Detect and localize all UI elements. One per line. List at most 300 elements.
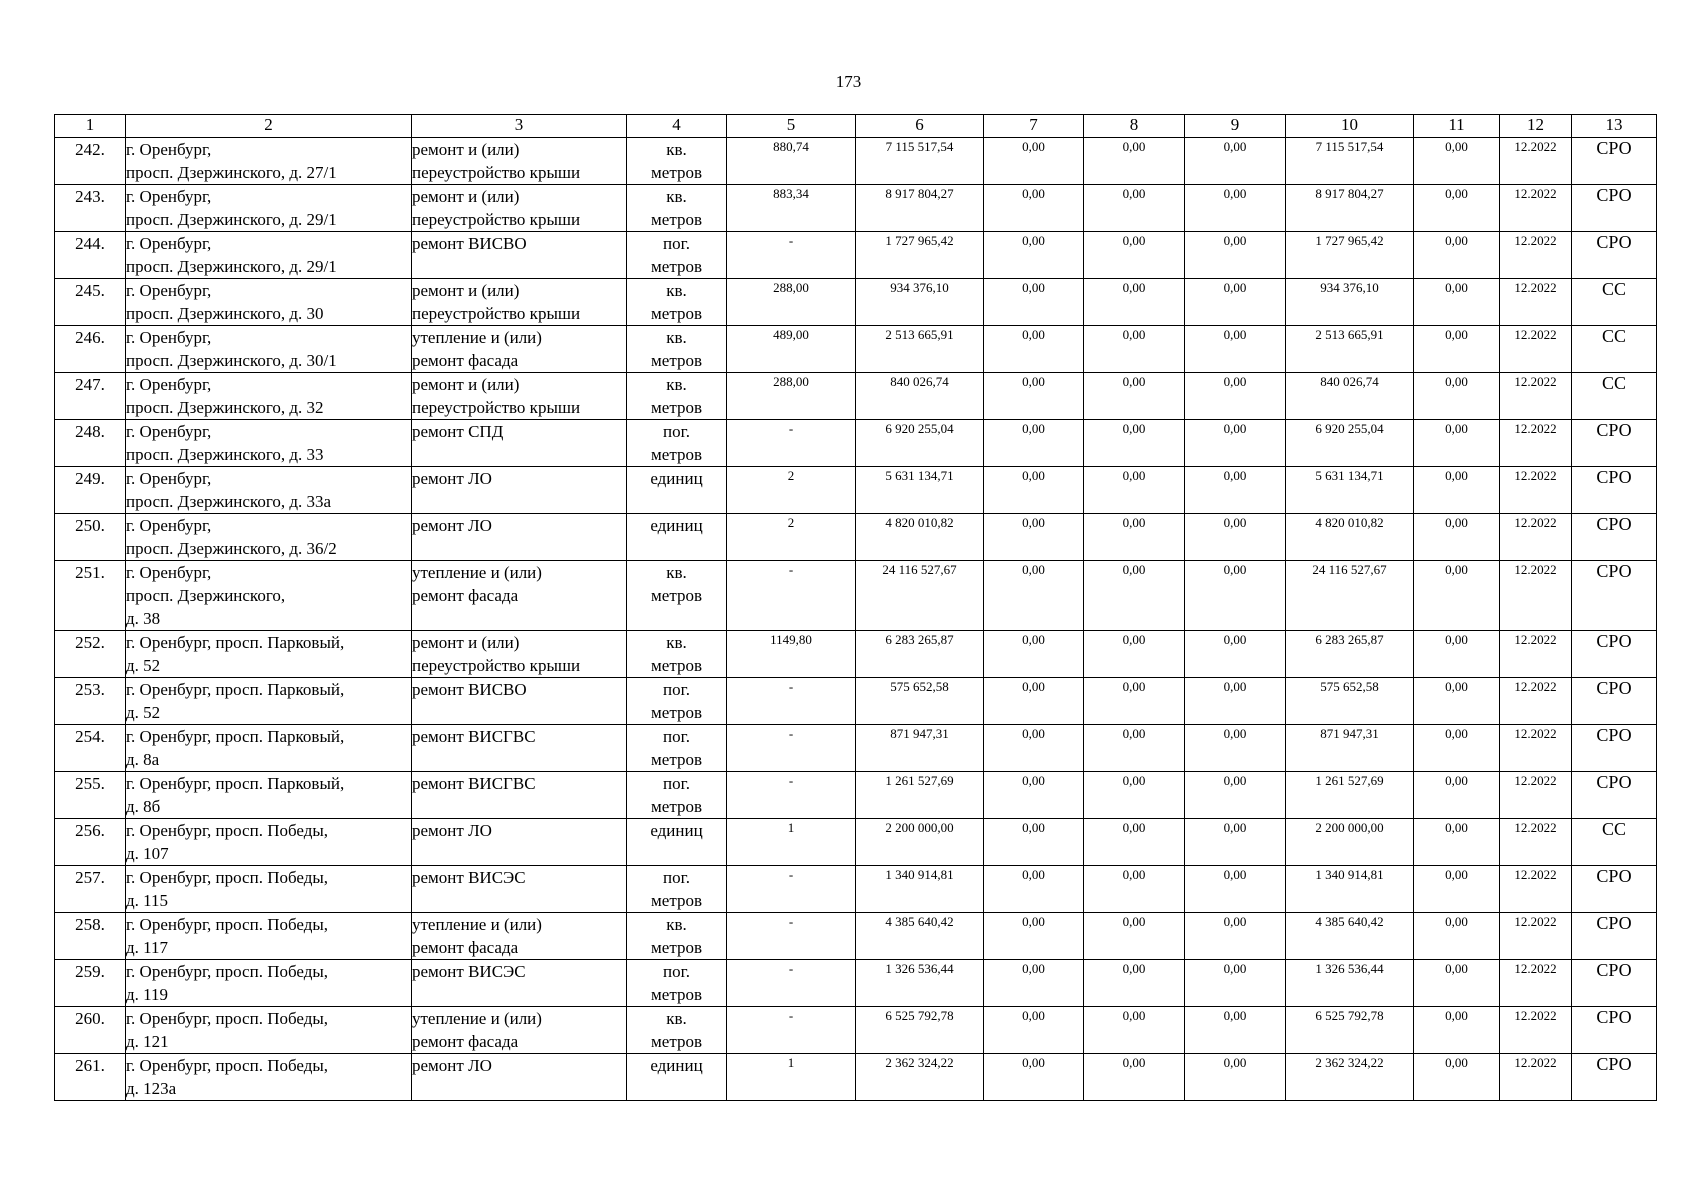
work-type-cell-line: ремонт ВИСЭС xyxy=(412,962,526,981)
value-cell-11: 0,00 xyxy=(1414,866,1500,913)
value-cell-7: 0,00 xyxy=(984,420,1084,467)
value-cell-5: - xyxy=(727,232,856,279)
value-cell-6: 4 820 010,82 xyxy=(856,514,984,561)
value-cell-6: 24 116 527,67 xyxy=(856,561,984,631)
value-cell-7: 0,00 xyxy=(984,279,1084,326)
value-cell-10: 7 115 517,54 xyxy=(1286,138,1414,185)
unit-cell-line: единиц xyxy=(650,516,703,535)
address-cell xyxy=(126,138,412,185)
unit-cell xyxy=(627,819,727,866)
work-type-cell xyxy=(412,866,627,913)
work-type-cell xyxy=(412,420,627,467)
value-cell-11: 0,00 xyxy=(1414,725,1500,772)
unit-cell-line: метров xyxy=(651,797,702,816)
address-cell-line: просп. Дзержинского, д. 30 xyxy=(126,304,324,323)
value-cell-6: 1 261 527,69 xyxy=(856,772,984,819)
value-cell-7: 0,00 xyxy=(984,561,1084,631)
value-cell-7: 0,00 xyxy=(984,913,1084,960)
work-type-cell xyxy=(412,819,627,866)
row-number: 246. xyxy=(55,326,126,373)
column-header-2: 2 xyxy=(126,115,412,138)
value-cell-5: - xyxy=(727,678,856,725)
unit-cell-line: метров xyxy=(651,163,702,182)
address-cell-line: д. 117 xyxy=(126,938,169,957)
value-cell-10: 840 026,74 xyxy=(1286,373,1414,420)
header-row xyxy=(55,115,1657,138)
table-row xyxy=(55,185,1657,232)
value-cell-7: 0,00 xyxy=(984,373,1084,420)
row-number: 249. xyxy=(55,467,126,514)
value-cell-10: 2 513 665,91 xyxy=(1286,326,1414,373)
unit-cell xyxy=(627,960,727,1007)
row-number: 245. xyxy=(55,279,126,326)
value-cell-11: 0,00 xyxy=(1414,185,1500,232)
work-type-cell-line: ремонт ЛО xyxy=(412,1056,492,1075)
value-cell-10: 4 385 640,42 xyxy=(1286,913,1414,960)
unit-cell-line: кв. xyxy=(666,1009,687,1028)
value-cell-12: 12.2022 xyxy=(1500,138,1572,185)
column-header-1: 1 xyxy=(55,115,126,138)
value-cell-5: - xyxy=(727,561,856,631)
table-row xyxy=(55,678,1657,725)
value-cell-8: 0,00 xyxy=(1084,514,1185,561)
table-row xyxy=(55,631,1657,678)
unit-cell-line: метров xyxy=(651,656,702,675)
value-cell-7: 0,00 xyxy=(984,514,1084,561)
work-type-cell-line: ремонт и (или) xyxy=(412,633,520,652)
unit-cell-line: кв. xyxy=(666,915,687,934)
value-cell-8: 0,00 xyxy=(1084,631,1185,678)
work-type-cell xyxy=(412,185,627,232)
address-cell-line: просп. Дзержинского, д. 33 xyxy=(126,445,324,464)
value-cell-9: 0,00 xyxy=(1185,138,1286,185)
value-cell-9: 0,00 xyxy=(1185,725,1286,772)
value-cell-10: 6 920 255,04 xyxy=(1286,420,1414,467)
value-cell-9: 0,00 xyxy=(1185,420,1286,467)
value-cell-8: 0,00 xyxy=(1084,960,1185,1007)
address-cell-line: г. Оренбург, просп. Победы, xyxy=(126,915,329,934)
value-cell-12: 12.2022 xyxy=(1500,185,1572,232)
method-code-cell: СРО xyxy=(1572,138,1657,185)
value-cell-11: 0,00 xyxy=(1414,232,1500,279)
unit-cell-line: метров xyxy=(651,351,702,370)
method-code-cell: СС xyxy=(1572,819,1657,866)
value-cell-7: 0,00 xyxy=(984,138,1084,185)
work-type-cell xyxy=(412,1054,627,1101)
value-cell-11: 0,00 xyxy=(1414,514,1500,561)
method-code-cell: СРО xyxy=(1572,772,1657,819)
work-type-cell-line: переустройство крыши xyxy=(412,398,581,417)
unit-cell-line: кв. xyxy=(666,140,687,159)
column-header-8: 8 xyxy=(1084,115,1185,138)
value-cell-10: 1 326 536,44 xyxy=(1286,960,1414,1007)
value-cell-5: - xyxy=(727,772,856,819)
address-cell-line: просп. Дзержинского, д. 32 xyxy=(126,398,324,417)
value-cell-12: 12.2022 xyxy=(1500,819,1572,866)
value-cell-10: 4 820 010,82 xyxy=(1286,514,1414,561)
page-number: 173 xyxy=(835,72,862,91)
method-code-cell: СС xyxy=(1572,326,1657,373)
work-type-cell-line: утепление и (или) xyxy=(412,563,542,582)
unit-cell-line: метров xyxy=(651,1032,702,1051)
column-header-10: 10 xyxy=(1286,115,1414,138)
unit-cell-line: метров xyxy=(651,445,702,464)
value-cell-11: 0,00 xyxy=(1414,913,1500,960)
unit-cell-line: единиц xyxy=(650,1056,703,1075)
row-number: 261. xyxy=(55,1054,126,1101)
value-cell-9: 0,00 xyxy=(1185,631,1286,678)
address-cell-line: г. Оренбург, xyxy=(126,469,212,488)
value-cell-9: 0,00 xyxy=(1185,467,1286,514)
address-cell xyxy=(126,1007,412,1054)
work-type-cell xyxy=(412,138,627,185)
value-cell-5: 883,34 xyxy=(727,185,856,232)
value-cell-7: 0,00 xyxy=(984,819,1084,866)
address-cell xyxy=(126,960,412,1007)
value-cell-5: - xyxy=(727,960,856,1007)
work-type-cell xyxy=(412,232,627,279)
column-header-3: 3 xyxy=(412,115,627,138)
address-cell-line: г. Оренбург, просп. Парковый, xyxy=(126,727,345,746)
method-code-cell: СРО xyxy=(1572,561,1657,631)
address-cell-line: д. 107 xyxy=(126,844,169,863)
address-cell-line: д. 52 xyxy=(126,703,161,722)
value-cell-8: 0,00 xyxy=(1084,913,1185,960)
work-type-cell-line: ремонт ЛО xyxy=(412,469,492,488)
row-number: 258. xyxy=(55,913,126,960)
value-cell-11: 0,00 xyxy=(1414,373,1500,420)
method-code-cell: СРО xyxy=(1572,866,1657,913)
address-cell xyxy=(126,631,412,678)
address-cell xyxy=(126,725,412,772)
unit-cell-line: пог. xyxy=(663,234,690,253)
value-cell-6: 2 200 000,00 xyxy=(856,819,984,866)
value-cell-9: 0,00 xyxy=(1185,514,1286,561)
value-cell-7: 0,00 xyxy=(984,1054,1084,1101)
value-cell-11: 0,00 xyxy=(1414,960,1500,1007)
value-cell-9: 0,00 xyxy=(1185,960,1286,1007)
unit-cell xyxy=(627,678,727,725)
value-cell-5: 288,00 xyxy=(727,373,856,420)
value-cell-7: 0,00 xyxy=(984,960,1084,1007)
address-cell-line: просп. Дзержинского, д. 29/1 xyxy=(126,210,337,229)
column-header-6: 6 xyxy=(856,115,984,138)
work-type-cell xyxy=(412,913,627,960)
value-cell-8: 0,00 xyxy=(1084,138,1185,185)
value-cell-5: 1 xyxy=(727,1054,856,1101)
value-cell-12: 12.2022 xyxy=(1500,1007,1572,1054)
row-number: 250. xyxy=(55,514,126,561)
value-cell-11: 0,00 xyxy=(1414,467,1500,514)
unit-cell xyxy=(627,420,727,467)
row-number: 254. xyxy=(55,725,126,772)
value-cell-6: 1 326 536,44 xyxy=(856,960,984,1007)
unit-cell-line: пог. xyxy=(663,868,690,887)
row-number: 255. xyxy=(55,772,126,819)
work-type-cell-line: ремонт фасада xyxy=(412,351,519,370)
address-cell-line: г. Оренбург, xyxy=(126,516,212,535)
unit-cell-line: пог. xyxy=(663,422,690,441)
column-header-12: 12 xyxy=(1500,115,1572,138)
unit-cell xyxy=(627,326,727,373)
work-type-cell-line: ремонт и (или) xyxy=(412,187,520,206)
value-cell-11: 0,00 xyxy=(1414,1007,1500,1054)
unit-cell xyxy=(627,232,727,279)
address-cell-line: г. Оренбург, просп. Победы, xyxy=(126,1009,329,1028)
value-cell-12: 12.2022 xyxy=(1500,725,1572,772)
method-code-cell: СРО xyxy=(1572,185,1657,232)
value-cell-8: 0,00 xyxy=(1084,373,1185,420)
value-cell-12: 12.2022 xyxy=(1500,420,1572,467)
value-cell-8: 0,00 xyxy=(1084,1007,1185,1054)
value-cell-8: 0,00 xyxy=(1084,866,1185,913)
unit-cell-line: метров xyxy=(651,938,702,957)
row-number: 260. xyxy=(55,1007,126,1054)
address-cell xyxy=(126,467,412,514)
value-cell-7: 0,00 xyxy=(984,725,1084,772)
value-cell-9: 0,00 xyxy=(1185,772,1286,819)
value-cell-6: 575 652,58 xyxy=(856,678,984,725)
address-cell-line: д. 115 xyxy=(126,891,169,910)
work-type-cell-line: переустройство крыши xyxy=(412,210,581,229)
value-cell-11: 0,00 xyxy=(1414,420,1500,467)
value-cell-6: 8 917 804,27 xyxy=(856,185,984,232)
address-cell-line: г. Оренбург, просп. Парковый, xyxy=(126,633,345,652)
unit-cell-line: кв. xyxy=(666,633,687,652)
method-code-cell: СС xyxy=(1572,373,1657,420)
work-type-cell xyxy=(412,326,627,373)
work-type-cell xyxy=(412,279,627,326)
value-cell-5: 489,00 xyxy=(727,326,856,373)
value-cell-6: 1 727 965,42 xyxy=(856,232,984,279)
method-code-cell: СРО xyxy=(1572,467,1657,514)
value-cell-8: 0,00 xyxy=(1084,819,1185,866)
address-cell-line: г. Оренбург, xyxy=(126,234,212,253)
unit-cell xyxy=(627,185,727,232)
column-header-9: 9 xyxy=(1185,115,1286,138)
value-cell-7: 0,00 xyxy=(984,772,1084,819)
unit-cell xyxy=(627,1054,727,1101)
value-cell-12: 12.2022 xyxy=(1500,279,1572,326)
value-cell-6: 2 362 324,22 xyxy=(856,1054,984,1101)
value-cell-10: 1 340 914,81 xyxy=(1286,866,1414,913)
value-cell-11: 0,00 xyxy=(1414,279,1500,326)
unit-cell xyxy=(627,631,727,678)
work-type-cell xyxy=(412,772,627,819)
table-row xyxy=(55,420,1657,467)
work-type-cell xyxy=(412,514,627,561)
row-number: 248. xyxy=(55,420,126,467)
value-cell-6: 934 376,10 xyxy=(856,279,984,326)
table-header xyxy=(55,115,1657,138)
value-cell-10: 575 652,58 xyxy=(1286,678,1414,725)
address-cell-line: просп. Дзержинского, д. 29/1 xyxy=(126,257,337,276)
value-cell-5: 880,74 xyxy=(727,138,856,185)
value-cell-8: 0,00 xyxy=(1084,1054,1185,1101)
unit-cell-line: кв. xyxy=(666,375,687,394)
address-cell-line: просп. Дзержинского, д. 30/1 xyxy=(126,351,337,370)
value-cell-12: 12.2022 xyxy=(1500,232,1572,279)
work-type-cell xyxy=(412,678,627,725)
value-cell-8: 0,00 xyxy=(1084,185,1185,232)
work-type-cell xyxy=(412,561,627,631)
unit-cell-line: метров xyxy=(651,586,702,605)
address-cell-line: г. Оренбург, xyxy=(126,140,212,159)
table-row xyxy=(55,326,1657,373)
address-cell-line: г. Оренбург, xyxy=(126,328,212,347)
table-body xyxy=(55,138,1657,1101)
unit-cell xyxy=(627,913,727,960)
address-cell-line: просп. Дзержинского, д. 33а xyxy=(126,492,332,511)
row-number: 256. xyxy=(55,819,126,866)
table-row xyxy=(55,514,1657,561)
value-cell-9: 0,00 xyxy=(1185,232,1286,279)
work-type-cell-line: ремонт и (или) xyxy=(412,375,520,394)
address-cell xyxy=(126,772,412,819)
unit-cell xyxy=(627,279,727,326)
value-cell-10: 5 631 134,71 xyxy=(1286,467,1414,514)
value-cell-12: 12.2022 xyxy=(1500,913,1572,960)
value-cell-8: 0,00 xyxy=(1084,326,1185,373)
unit-cell-line: пог. xyxy=(663,727,690,746)
address-cell xyxy=(126,561,412,631)
address-cell-line: г. Оренбург, просп. Победы, xyxy=(126,868,329,887)
unit-cell-line: кв. xyxy=(666,563,687,582)
value-cell-10: 24 116 527,67 xyxy=(1286,561,1414,631)
value-cell-8: 0,00 xyxy=(1084,725,1185,772)
row-number: 257. xyxy=(55,866,126,913)
unit-cell-line: кв. xyxy=(666,328,687,347)
unit-cell-line: метров xyxy=(651,304,702,323)
value-cell-10: 1 261 527,69 xyxy=(1286,772,1414,819)
column-header-4: 4 xyxy=(627,115,727,138)
unit-cell xyxy=(627,138,727,185)
work-type-cell xyxy=(412,725,627,772)
column-header-11: 11 xyxy=(1414,115,1500,138)
method-code-cell: СРО xyxy=(1572,913,1657,960)
table-row xyxy=(55,467,1657,514)
address-cell xyxy=(126,1054,412,1101)
column-header-5: 5 xyxy=(727,115,856,138)
value-cell-9: 0,00 xyxy=(1185,1054,1286,1101)
value-cell-11: 0,00 xyxy=(1414,561,1500,631)
unit-cell-line: кв. xyxy=(666,187,687,206)
unit-cell xyxy=(627,514,727,561)
work-type-cell-line: ремонт ВИСЭС xyxy=(412,868,526,887)
address-cell xyxy=(126,514,412,561)
value-cell-12: 12.2022 xyxy=(1500,772,1572,819)
unit-cell-line: пог. xyxy=(663,774,690,793)
value-cell-7: 0,00 xyxy=(984,631,1084,678)
value-cell-8: 0,00 xyxy=(1084,678,1185,725)
table-row xyxy=(55,960,1657,1007)
address-cell xyxy=(126,420,412,467)
value-cell-10: 934 376,10 xyxy=(1286,279,1414,326)
address-cell-line: д. 52 xyxy=(126,656,161,675)
value-cell-9: 0,00 xyxy=(1185,279,1286,326)
value-cell-6: 1 340 914,81 xyxy=(856,866,984,913)
value-cell-10: 2 200 000,00 xyxy=(1286,819,1414,866)
table-row xyxy=(55,819,1657,866)
value-cell-10: 2 362 324,22 xyxy=(1286,1054,1414,1101)
unit-cell xyxy=(627,467,727,514)
value-cell-7: 0,00 xyxy=(984,232,1084,279)
table-row xyxy=(55,373,1657,420)
value-cell-12: 12.2022 xyxy=(1500,467,1572,514)
address-cell xyxy=(126,185,412,232)
value-cell-12: 12.2022 xyxy=(1500,631,1572,678)
value-cell-8: 0,00 xyxy=(1084,232,1185,279)
work-type-cell xyxy=(412,960,627,1007)
row-number: 243. xyxy=(55,185,126,232)
address-cell-line: г. Оренбург, просп. Победы, xyxy=(126,821,329,840)
table-row xyxy=(55,138,1657,185)
value-cell-10: 8 917 804,27 xyxy=(1286,185,1414,232)
value-cell-11: 0,00 xyxy=(1414,326,1500,373)
unit-cell-line: метров xyxy=(651,985,702,1004)
unit-cell xyxy=(627,866,727,913)
method-code-cell: СС xyxy=(1572,279,1657,326)
address-cell-line: г. Оренбург, просп. Победы, xyxy=(126,1056,329,1075)
column-header-13: 13 xyxy=(1572,115,1657,138)
value-cell-5: 288,00 xyxy=(727,279,856,326)
work-type-cell-line: ремонт ЛО xyxy=(412,516,492,535)
method-code-cell: СРО xyxy=(1572,960,1657,1007)
address-cell-line: г. Оренбург, просп. Парковый, xyxy=(126,774,345,793)
row-number: 252. xyxy=(55,631,126,678)
address-cell-line: г. Оренбург, xyxy=(126,563,212,582)
value-cell-9: 0,00 xyxy=(1185,819,1286,866)
value-cell-5: - xyxy=(727,420,856,467)
unit-cell-line: метров xyxy=(651,210,702,229)
value-cell-7: 0,00 xyxy=(984,866,1084,913)
value-cell-8: 0,00 xyxy=(1084,561,1185,631)
method-code-cell: СРО xyxy=(1572,725,1657,772)
row-number: 247. xyxy=(55,373,126,420)
value-cell-9: 0,00 xyxy=(1185,185,1286,232)
work-type-cell-line: утепление и (или) xyxy=(412,915,542,934)
value-cell-5: - xyxy=(727,1007,856,1054)
value-cell-5: 2 xyxy=(727,514,856,561)
value-cell-9: 0,00 xyxy=(1185,561,1286,631)
row-number: 259. xyxy=(55,960,126,1007)
value-cell-6: 2 513 665,91 xyxy=(856,326,984,373)
method-code-cell: СРО xyxy=(1572,514,1657,561)
address-cell xyxy=(126,326,412,373)
address-cell-line: г. Оренбург, xyxy=(126,187,212,206)
table-row xyxy=(55,1007,1657,1054)
value-cell-8: 0,00 xyxy=(1084,467,1185,514)
value-cell-12: 12.2022 xyxy=(1500,326,1572,373)
address-cell-line: просп. Дзержинского, д. 36/2 xyxy=(126,539,337,558)
value-cell-11: 0,00 xyxy=(1414,772,1500,819)
address-cell-line: г. Оренбург, xyxy=(126,422,212,441)
value-cell-8: 0,00 xyxy=(1084,279,1185,326)
work-type-cell-line: переустройство крыши xyxy=(412,304,581,323)
method-code-cell: СРО xyxy=(1572,1007,1657,1054)
value-cell-10: 6 283 265,87 xyxy=(1286,631,1414,678)
value-cell-10: 871 947,31 xyxy=(1286,725,1414,772)
work-type-cell-line: ремонт ВИСВО xyxy=(412,680,527,699)
method-code-cell: СРО xyxy=(1572,1054,1657,1101)
table-row xyxy=(55,279,1657,326)
value-cell-12: 12.2022 xyxy=(1500,678,1572,725)
address-cell xyxy=(126,913,412,960)
value-cell-7: 0,00 xyxy=(984,678,1084,725)
unit-cell-line: метров xyxy=(651,703,702,722)
address-cell-line: г. Оренбург, просп. Победы, xyxy=(126,962,329,981)
method-code-cell: СРО xyxy=(1572,420,1657,467)
